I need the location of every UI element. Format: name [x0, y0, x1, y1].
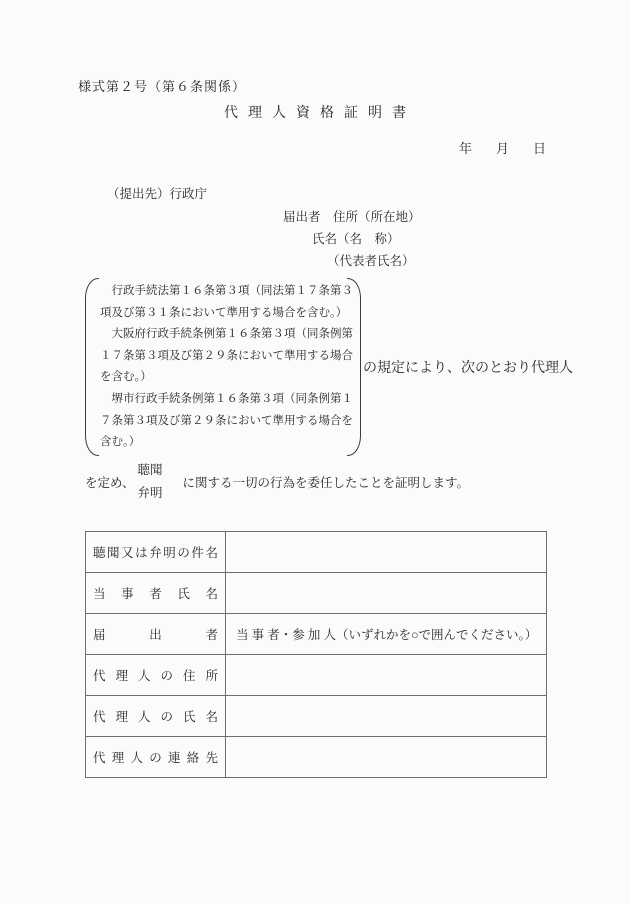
- row-label-agent-address: 代理人の住所: [86, 655, 226, 696]
- legal-basis-block: [100, 281, 355, 454]
- row-label-agent-name: 代理人の氏名: [86, 696, 226, 737]
- form-number: 様式第２号（第６条関係）: [78, 79, 247, 94]
- date-year-label: 年: [459, 141, 473, 156]
- hearing-option-label: 聴聞: [137, 463, 163, 477]
- row-label-notifier: 届出者: [86, 614, 226, 655]
- row-value-agent-address: [226, 655, 547, 696]
- qualification-table: [85, 531, 547, 778]
- row-value-agent-contact: [226, 737, 547, 778]
- declarant-block: [283, 206, 421, 272]
- appointment-prefix: を定め、: [85, 476, 135, 490]
- declarant-name-line: 氏名（名 称）: [312, 232, 400, 246]
- legal-basis-item-law: 行政手続法第１６条第３項（同法第１７条第３項及び第３１条において準用する場合を含む。）: [100, 285, 353, 319]
- left-parenthesis-decoration: [85, 278, 99, 456]
- row-label-case-name: 聴聞又は弁明の件名: [86, 532, 226, 573]
- declarant-representative-line: （代表者氏名）: [327, 254, 415, 268]
- appointment-line: [85, 459, 469, 505]
- legal-basis-suffix: の規定により、次のとおり代理人: [363, 361, 573, 376]
- declarant-address-line: 届出者 住所（所在地）: [283, 210, 421, 224]
- table-row-agent-contact: [86, 737, 547, 778]
- document-title: 代理人資格証明書: [224, 106, 416, 121]
- legal-basis-item-osaka-ordinance: 大阪府行政手続条例第１６条第３項（同条例第１７条第３項及び第２９条において準用する場合を含む。）: [100, 328, 353, 384]
- date-line: [459, 138, 546, 157]
- row-value-notifier: 当 事 者・参 加 人（いずれかを○で囲んでください。）: [226, 614, 547, 655]
- table-row-agent-address: [86, 655, 547, 696]
- table-row-case-name: [86, 532, 547, 573]
- date-day-label: 日: [533, 141, 547, 156]
- recipient-line: （提出先）行政庁: [107, 187, 208, 201]
- date-month-label: 月: [496, 141, 510, 156]
- explanation-option-label: 弁明: [137, 486, 163, 500]
- row-value-agent-name: [226, 696, 547, 737]
- procedure-option-stack: [138, 459, 163, 505]
- row-label-agent-contact: 代理人の連絡先: [86, 737, 226, 778]
- table-row-notifier: [86, 614, 547, 655]
- table-row-party-name: [86, 573, 547, 614]
- row-value-party-name: [226, 573, 547, 614]
- right-parenthesis-decoration: [347, 278, 361, 456]
- row-value-case-name: [226, 532, 547, 573]
- row-label-party-name: 当事者氏名: [86, 573, 226, 614]
- appointment-suffix: に関する一切の行為を委任したことを証明します。: [182, 476, 470, 490]
- legal-basis-item-sakai-ordinance: 堺市行政手続条例第１６条第３項（同条例第１７条第３項及び第２９条において準用する場合を含む。）: [100, 392, 353, 449]
- table-row-agent-name: [86, 696, 547, 737]
